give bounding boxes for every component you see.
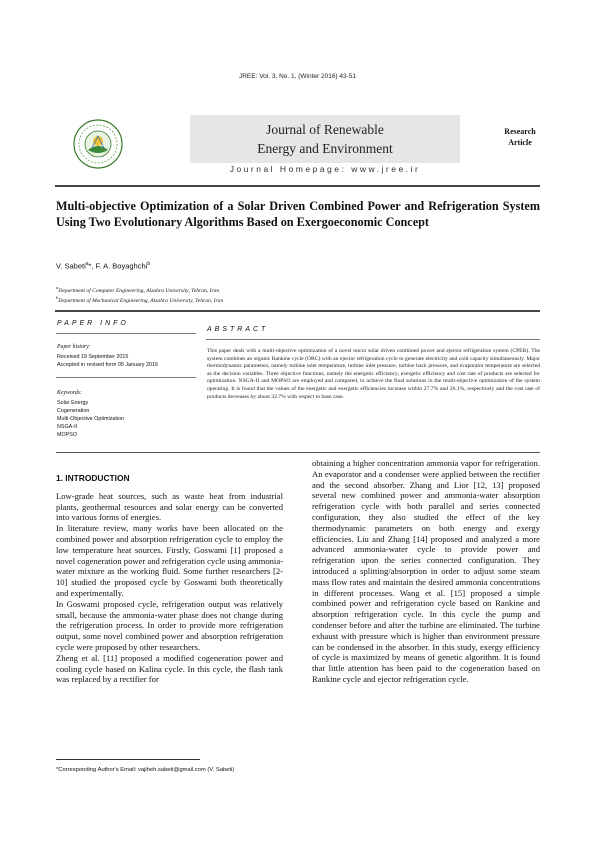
keywords-label: Keywords: (57, 390, 82, 396)
body-paragraph: In literature review, many works have been allocated on the combined power and absorption refrigeration cycle to employ the low temperature heat sources. Firstly, Goswami [1] proposed a novel cogeneration power and refrigeration cycle using ammonia-water mixture as the working fluid. Some further researchers [2-10] studied the proposed cycle by Goswami both theoretically and experimentally. (56, 523, 283, 598)
author-2: *, F. A. Boyaghchi (88, 261, 148, 271)
author-1-sup: a (85, 261, 89, 267)
accepted-date: Accepted in revised form 05 January 2016 (57, 362, 158, 368)
affil-b-text: Department of Mechanical Engineering, Alzahra University, Tehran, Iran (58, 297, 224, 304)
article-type-line1: Research (504, 127, 536, 136)
corresponding-author-footnote: *Corresponding Author's Email: vajiheh.sabeti@gmail.com (V. Sabeti) (56, 767, 235, 773)
authors (56, 261, 150, 271)
journal-reference: JREE: Vol. 3, No. 1, (Winter 2016) 43-51 (238, 73, 357, 80)
section-heading-introduction: 1. INTRODUCTION (56, 473, 130, 483)
paper-info-heading: PAPER INFO (57, 320, 129, 327)
keyword: Multi-Objective Optimization (57, 416, 125, 422)
keyword: Cogeneration (57, 408, 90, 414)
header-divider (55, 185, 540, 187)
body-paragraph: obtaining a higher concentration ammonia vapor for refrigeration. An evaporator and a condenser were applied between the rectifier and the second absorber. Zhang and Lior [12, 13] proposed several new combined power and ammonia-water absorption refrigeration cycle with both parallel and series connected configuration, they also studied the effect of the key thermodynamic parameters on both energy and exergy efficiencies. Liu and Zhang [14] proposed and analyzed a more advanced ammonia-water cycle to provide power and refrigeration upon the series connected configuration. They introduced a splitting/absorption in order to adjust some steam mass flow rates and maintain the desired ammonia concentrations in different processes. Wang et al. [15] proposed a simple combined power and refrigeration cycle based on Rankine and absorption refrigeration cycle. In this cycle the pump and condenser before and after the turbine are eliminated. The turbine exhaust with pressure which is higher than environment pressure can be condensed in the absorber. In this study, exergy efficiency of cycle is maximized by means of genetic algorithm. It is found that little attention has been paid to the cogeneration based on Rankine cycle and ejector refrigeration cycle. (312, 458, 540, 684)
body-paragraph: Zheng et al. [11] proposed a modified cogeneration power and cooling cycle based on Kalina cycle. In this cycle, the flash tank was replaced by a rectifier for (56, 652, 283, 685)
keywords-list (57, 399, 124, 439)
history-divider (56, 377, 196, 378)
abstract-heading: ABSTRACT (207, 326, 269, 333)
affil-b-sup: b (56, 295, 59, 300)
affil-a-sup: a (56, 285, 59, 290)
body-divider (56, 452, 540, 453)
body-right-column (312, 458, 540, 685)
journal-title-line1: Journal of Renewable (266, 122, 384, 137)
abstract-text: This paper deals with a multi-objective optimization of a novel micro solar driven combined power and ejector refrigeration system (CPER). The system combines an organic Rankine cycle (ORC) with an ejector refrigeration cycle to generate electricity and cold capacity simultaneously. Major thermodynamic parameters, namely turbine inlet temperature, turbine inlet pressure, turbine back pressure, and evaporator temperature are selected as the decision variables. Three objective functions, namely the energetic efficiency, exergetic efficiency and cost rate of products are selected for optimization. NSGA-II and MOPSO are employed and compared, to achieve the final solutions in the multi-objective optimization of the system operating. It is found that the values of the energetic and exergetic efficiencies increase within 27.7% and 26.1%, respectively and the cost rate of products decreases by about 32.7% with respect to base case. (207, 348, 540, 400)
affil-a-text: Department of Computer Engineering, Alzahra University, Tehran, Iran (58, 287, 220, 294)
affiliation-a (56, 285, 219, 294)
affiliation-b (56, 295, 223, 304)
body-paragraph: In Goswami proposed cycle, refrigeration output was relatively small, because the ammonia-water phase does not change during the refrigeration process. In order to provide more refrigeration output, some novel combined power and absorption refrigeration cycle were proposed by other researchers. (56, 598, 283, 652)
article-type (490, 126, 550, 148)
author-2-sup: b (147, 261, 151, 267)
body-left-column (56, 473, 283, 685)
journal-title-line2: Energy and Environment (257, 141, 393, 156)
journal-title-box (190, 115, 460, 163)
abstract-divider (206, 339, 540, 340)
article-type-line2: Article (508, 138, 532, 147)
keyword: MOPSO (57, 432, 78, 438)
affiliation-divider (55, 310, 540, 312)
journal-logo-icon (58, 114, 138, 174)
paper-info-divider (56, 333, 196, 334)
received-date: Received 19 September 2015 (57, 354, 129, 360)
footnote-rule (56, 759, 200, 760)
author-1: V. Sabeti (56, 261, 86, 271)
journal-homepage[interactable]: Journal Homepage: www.jree.ir (229, 164, 421, 174)
keyword: NSGA-II (57, 424, 78, 430)
paper-title: Multi-objective Optimization of a Solar Driven Combined Power and Refrigeration System Using Two Evolutionary Algorithms Based on Exergoeconomic Concept (56, 199, 540, 229)
paper-history-label: Paper history: (57, 344, 91, 350)
keyword: Solar Energy (57, 400, 89, 406)
body-paragraph: Low-grade heat sources, such as waste heat from industrial plants, geothermal resources and solar energy can be converted into various forms of energies. (56, 490, 283, 523)
